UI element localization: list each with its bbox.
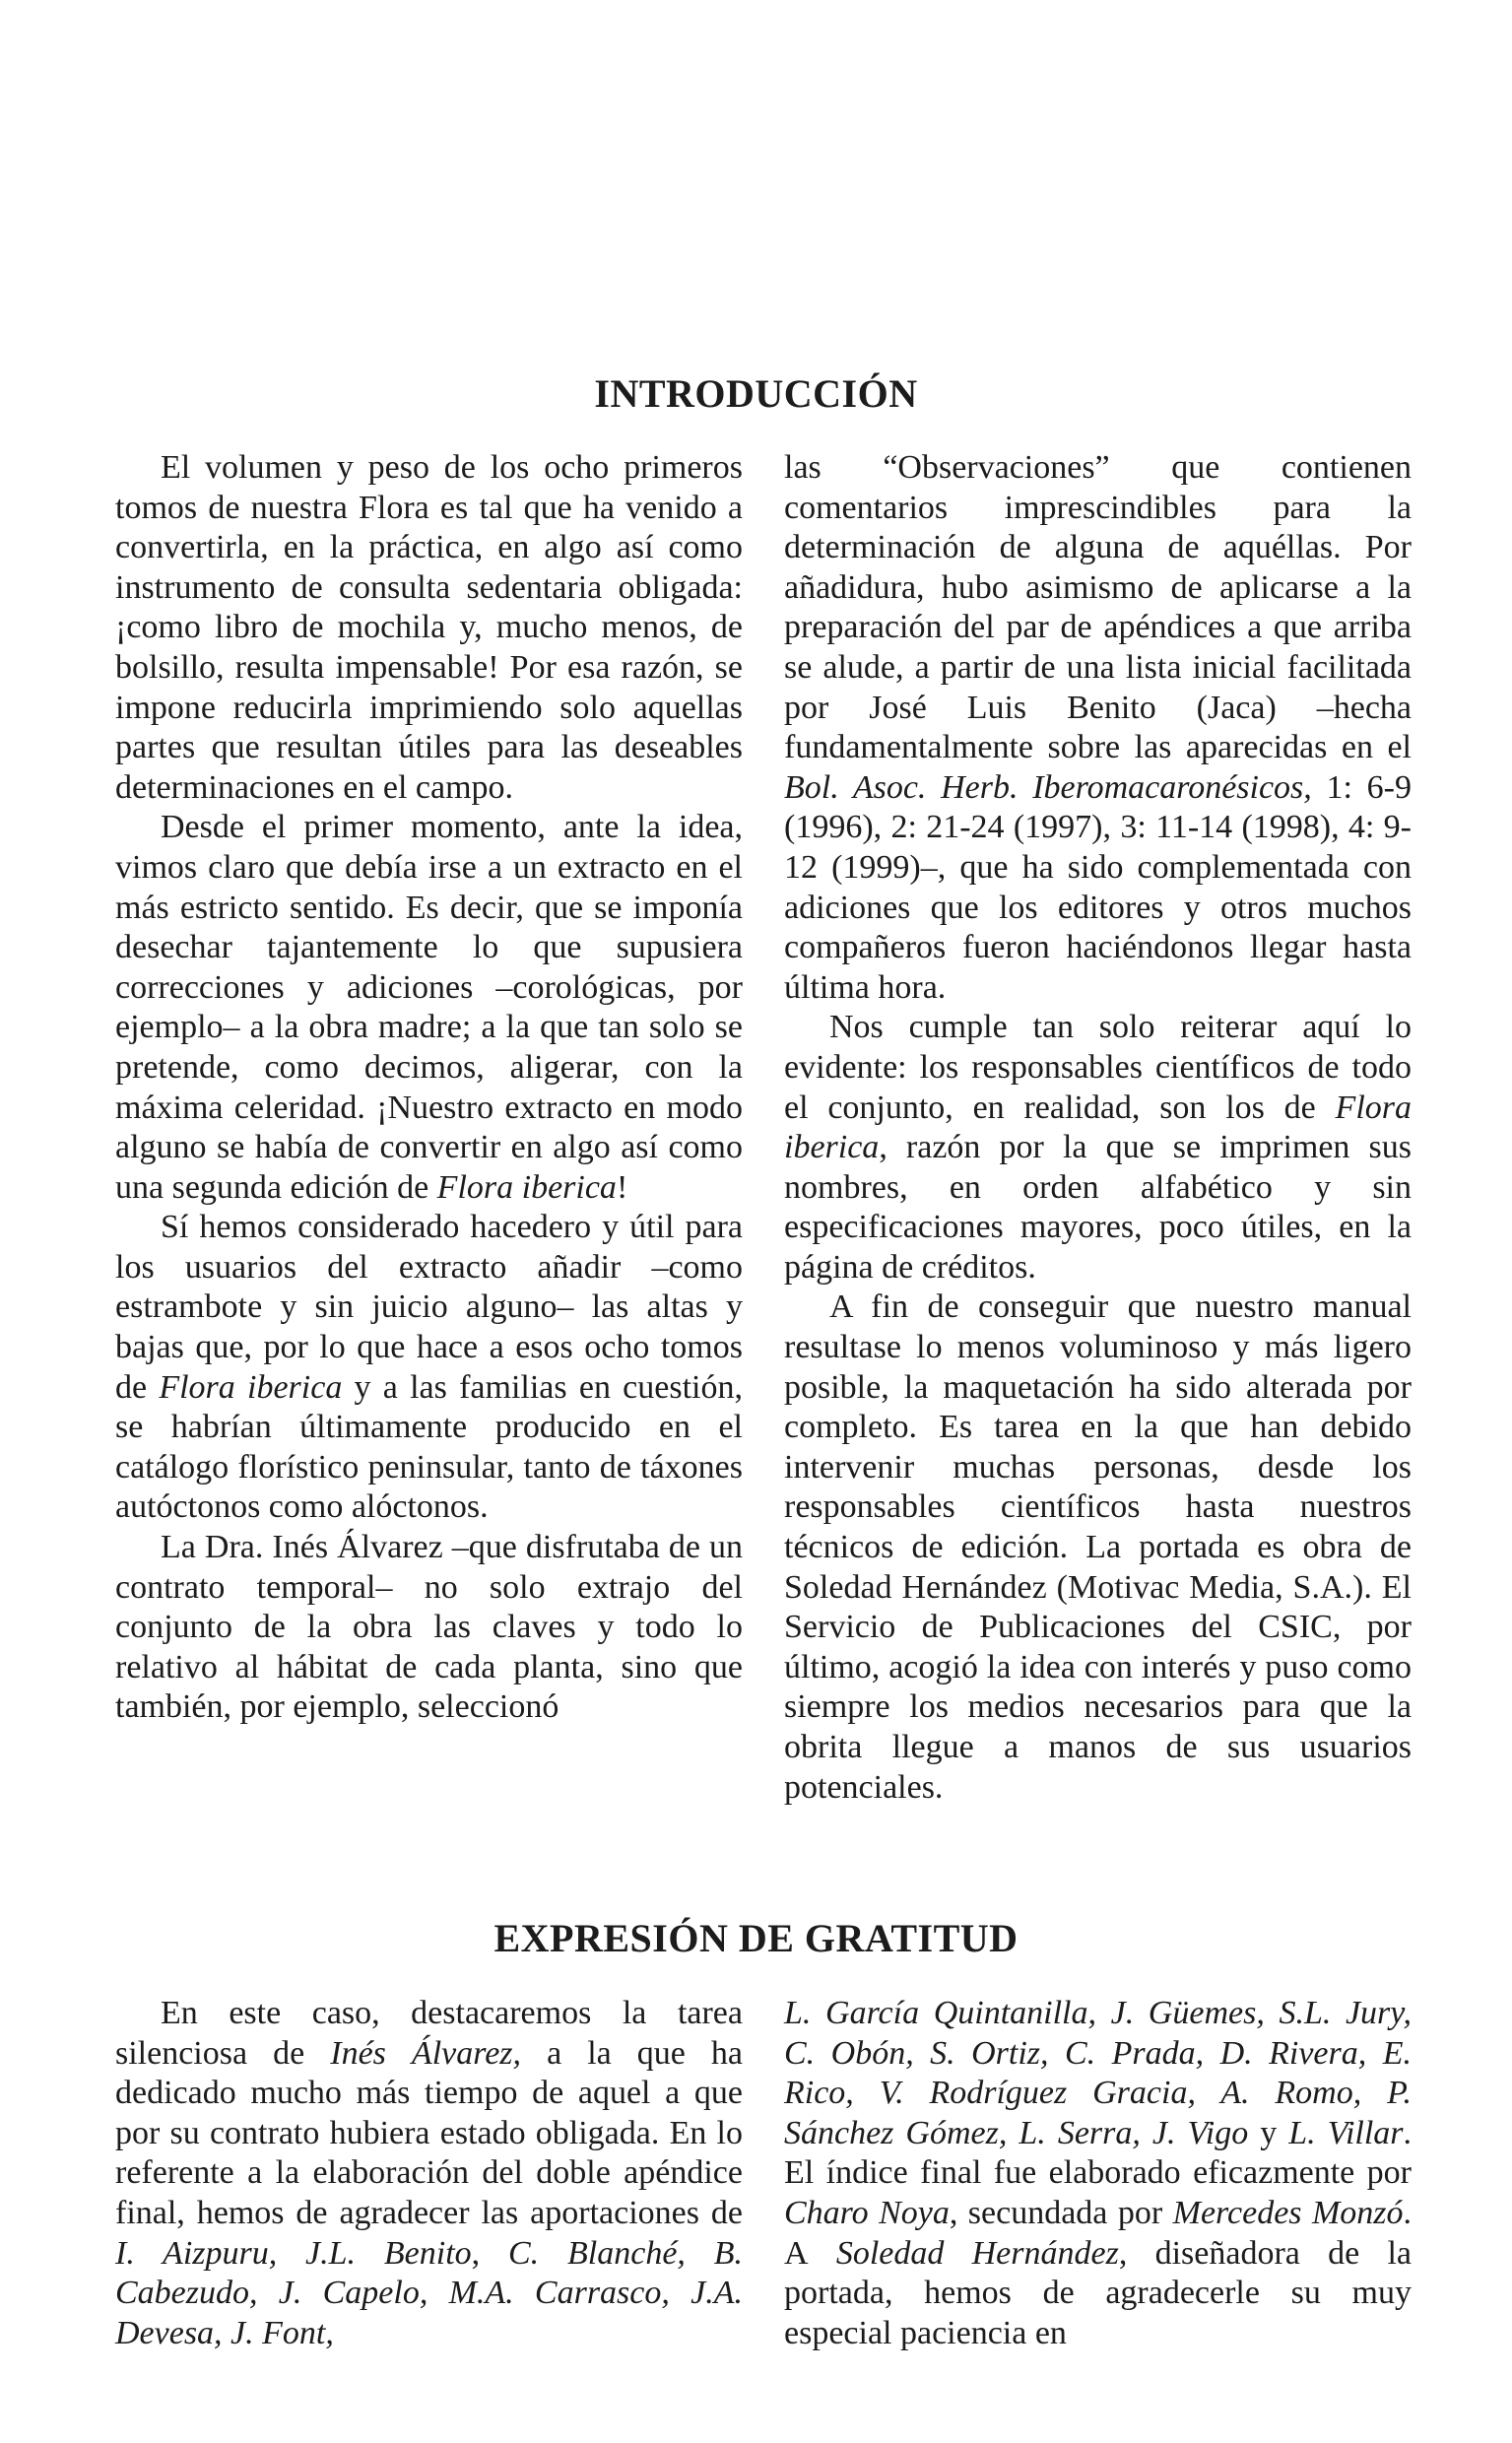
gratitude-left-column xyxy=(115,1994,743,2353)
gratitud-heading: EXPRESIÓN DE GRATITUD xyxy=(493,1916,1019,1960)
italic-text: Soledad Hernández xyxy=(835,2234,1119,2272)
text-run: 1: 6-9 (1996), 2: 21-24 (1997), 3: 11-14 (1998), 4: 9-12 (1999)–, que ha sido complementada con adiciones que los editores y otros muchos compañeros fueron haciéndonos llegar hasta última hora. xyxy=(784,768,1412,1006)
italic-text: I. Aizpuru, J.L. Benito xyxy=(115,2234,472,2272)
text-run: , diseñadora de la portada, hemos de agradecerle su muy especial paciencia en xyxy=(784,2234,1412,2351)
italic-text: Flora iberica xyxy=(784,1089,1412,1166)
text-run: Sí hemos considerado hacedero y útil para los usuarios del extracto añadir –como estrambote y sin juicio alguno– las altas y bajas que, por lo que hace a esos ocho tomos de xyxy=(115,1209,743,1406)
text-run: , xyxy=(471,2234,481,2272)
italic-text: L. Villar xyxy=(1288,2114,1404,2151)
intro-paragraph-1: El volumen y peso de los ocho primeros tomos de nuestra Flora es tal que ha venido a convertirla, en la práctica, en algo así como instrumento de consulta sedentaria obligada: ¡como libro de mochila y, mucho menos, de bolsillo, resulta impensable! Por esa razón, se impone reducirla imprimiendo solo aquellas partes que resultan útiles para las deseables determinaciones en el campo. xyxy=(115,449,743,806)
italic-text: Charo Noya xyxy=(784,2194,950,2231)
introduccion-heading: INTRODUCCIÓN xyxy=(594,371,918,416)
intro-paragraph-4: La Dra. Inés Álvarez –que disfrutaba de un contrato temporal– no solo extrajo del conjunto de la obra las claves y todo lo relativo al hábitat de cada planta, sino que también, por ejemplo, seleccionó xyxy=(115,1529,743,1726)
intro-paragraph-3 xyxy=(115,1208,743,1528)
intro-paragraph-5 xyxy=(784,1008,1412,1288)
gratitude-paragraph xyxy=(115,1994,743,2353)
intro-right-column xyxy=(784,448,1412,1808)
text-run: las “Observaciones” que contienen comentarios imprescindibles para la determinación de alguna de aquéllas. Por añadidura, hubo asimismo de aplicarse a la preparación del par de apéndices a que arriba se alude, a partir de una lista inicial facilitada por José Luis Benito (Jaca) –hecha fundamentalmente sobre las aparecidas en el xyxy=(784,449,1412,766)
italic-text: Inés Álvarez, xyxy=(330,2034,522,2072)
gratitude-right-column xyxy=(784,1994,1412,2353)
italic-text: Mercedes Monzó xyxy=(1172,2194,1404,2231)
intro-left-column xyxy=(115,448,743,1728)
text-run: ! xyxy=(616,1168,628,1206)
intro-paragraph-4-continued xyxy=(784,448,1412,1008)
text-run: y xyxy=(1260,2114,1278,2151)
text-run: y a las familias en cuestión, se habrían últimamente producido en el catálogo florístico peninsular, tanto de táxones autóctonos como alóctonos. xyxy=(115,1368,743,1526)
italic-text: L. García Quintanilla, J. Güemes, S.L. Jury, C. Obón, S. Ortiz, C. Prada, D. Rivera, E. Rico, V. Rodríguez Gracia, A. Romo, P. Sánchez Gómez, L. Serra, J. Vigo xyxy=(784,1995,1412,2151)
text-run: , secundada por xyxy=(949,2194,1163,2231)
text-run: , razón por la que se imprimen sus nombres, en orden alfabético y sin especificaciones mayores, poco útiles, en la página de créditos. xyxy=(784,1129,1412,1286)
italic-text: Flora iberica xyxy=(159,1368,343,1406)
text-run: Desde el primer momento, ante la idea, vimos claro que debía irse a un extracto en el más estricto sentido. Es decir, que se imponía desechar tajantemente lo que supusiera correcciones y adiciones –corológicas, por ejemplo– a la obra madre; a la que tan solo se pretende, como decimos, aligerar, con la máxima celeridad. ¡Nuestro extracto en modo alguno se había de convertir en algo así como una segunda edición de xyxy=(115,809,743,1206)
italic-text: Bol. Asoc. Herb. Iberomacaronésicos, xyxy=(784,768,1312,806)
text-run: En este caso, destacaremos la tarea silenciosa de xyxy=(115,1995,743,2072)
text-run: . A xyxy=(784,2194,1413,2272)
intro-paragraph-2 xyxy=(115,808,743,1208)
intro-paragraph-6: A fin de conseguir que nuestro manual resultase lo menos voluminoso y más ligero posible, la maquetación ha sido alterada por completo. Es tarea en la que han debido intervenir muchas personas, desde los responsables científicos hasta nuestros técnicos de edición. La portada es obra de Soledad Hernández (Motivac Media, S.A.). El Servicio de Publicaciones del CSIC, por último, acogió la idea con interés y puso como siempre los medios necesarios para que la obrita llegue a manos de sus usuarios potenciales. xyxy=(784,1288,1412,1806)
text-run: Nos cumple tan solo reiterar aquí lo evidente: los responsables científicos de todo el conjunto, en realidad, son los de xyxy=(784,1009,1412,1126)
text-run: a la que ha dedicado mucho más tiempo de aquel a que por su contrato hubiera estado obligada. En lo referente a la elaboración del doble apéndice final, hemos de agradecer las aportaciones de xyxy=(115,2034,744,2231)
italic-text: C. Blanché, B. Cabezudo, J. Capelo, M.A. Carrasco, J.A. Devesa, J. Font, xyxy=(115,2234,744,2351)
italic-text: Flora iberica xyxy=(436,1168,617,1206)
gratitude-paragraph-continued xyxy=(784,1994,1412,2353)
text-run: . El índice final fue elaborado eficazmente por xyxy=(784,2114,1413,2192)
